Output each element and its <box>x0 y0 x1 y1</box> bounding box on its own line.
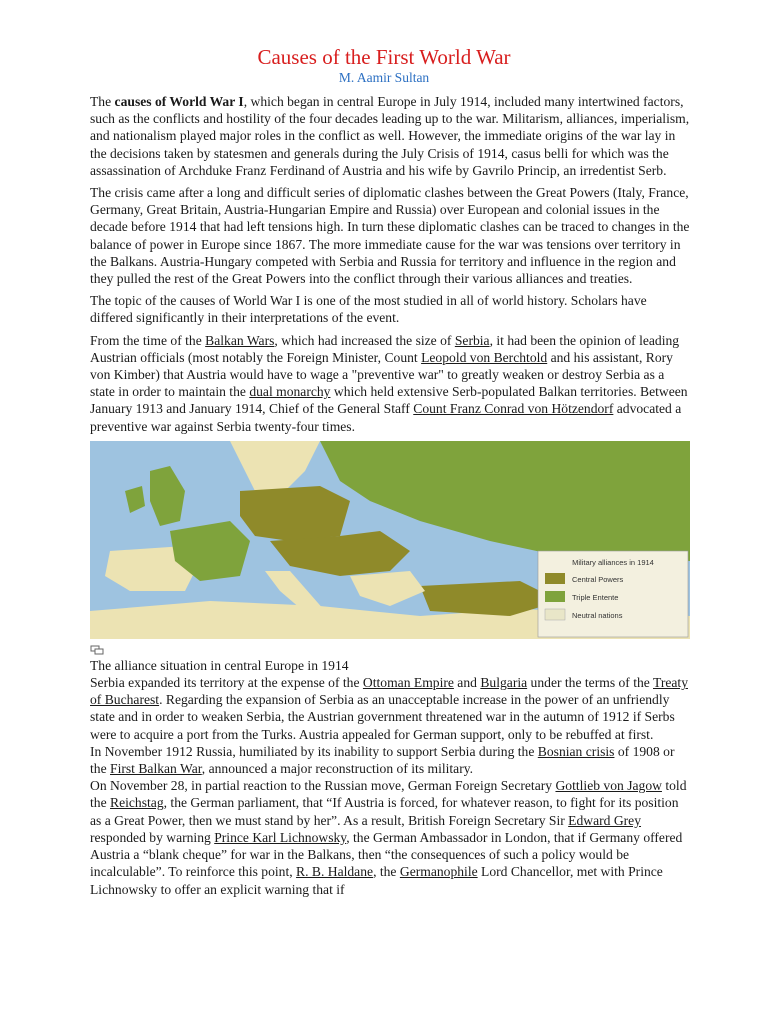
link-edward-grey[interactable]: Edward Grey <box>568 812 642 828</box>
document-body <box>90 93 690 898</box>
link-conrad-von-hotzendorf[interactable]: Count Franz Conrad von Hötzendorf <box>413 401 614 417</box>
text-run: , which had increased the size of <box>274 332 455 348</box>
text-run: and <box>453 675 481 691</box>
bold-term: causes of World War I <box>114 94 244 109</box>
link-rb-haldane[interactable]: R. B. Haldane <box>296 864 374 880</box>
text-run: of 1908 or the <box>90 743 675 777</box>
link-gottlieb-von-jagow[interactable]: Gottlieb von Jagow <box>555 778 662 794</box>
legend-label-central: Central Powers <box>572 574 624 584</box>
image-anchor <box>90 639 690 657</box>
text-run: , the <box>373 864 400 880</box>
link-serbia[interactable]: Serbia <box>454 332 490 348</box>
legend-swatch-entente <box>545 591 565 602</box>
map-legend <box>538 551 688 637</box>
paragraph-november-28 <box>90 777 690 897</box>
paragraph-balkan-wars <box>90 332 690 435</box>
link-bulgaria[interactable]: Bulgaria <box>480 675 528 691</box>
text-run: told the <box>90 778 687 811</box>
map-caption: The alliance situation in central Europe in 1914 <box>90 657 349 673</box>
link-reichstag[interactable]: Reichstag <box>110 795 164 811</box>
text-run: On November 28, in partial reaction to the Russian move, German Foreign Secretary <box>90 778 556 794</box>
legend-label-entente: Triple Entente <box>572 592 619 602</box>
legend-swatch-neutral <box>545 609 565 620</box>
image-anchor-icon[interactable] <box>90 645 104 655</box>
link-first-balkan-war[interactable]: First Balkan War <box>110 761 202 777</box>
text-run: under the terms of the <box>527 675 653 691</box>
legend-label-neutral: Neutral nations <box>572 610 623 620</box>
text-run: The <box>90 94 115 109</box>
paragraph-topic: The topic of the causes of World War I is one of the most studied in all of world history. Scholars have differed significantly in their interpretations of the event. <box>90 293 647 326</box>
text-run: In November 1912 Russia, humiliated by its inability to support Serbia during the <box>90 743 538 759</box>
link-prince-karl-lichnowsky[interactable]: Prince Karl Lichnowsky <box>214 829 347 845</box>
map-legend-title: Military alliances in 1914 <box>572 557 654 567</box>
text-run: Serbia expanded its territory at the expense of the <box>90 675 363 691</box>
text-run: responded by warning <box>90 829 215 845</box>
text-run: . Regarding the expansion of Serbia as an unacceptable increase in the power of an unfriendly state and in order to weaken Serbia, the Austrian government threatened war in the autumn of 1912 if Serbs were to acquire a port from the Turks. Austria appealed for German support, only to be rebuffed at first. <box>90 692 675 742</box>
text-run: which held extensive Serb-populated Balkan territories. Between January 1913 and January 1914, Chief of the General Staff <box>90 384 688 417</box>
text-run: , announced a major reconstruction of its military. <box>201 761 474 777</box>
link-ottoman-empire[interactable]: Ottoman Empire <box>362 675 454 691</box>
map-central-germany <box>240 486 350 541</box>
paragraph-russia-1912 <box>90 743 690 777</box>
link-bosnian-crisis[interactable]: Bosnian crisis <box>537 743 615 759</box>
text-run: , it had been the opinion of leading Austrian officials (most notably the Foreign Minister, Count <box>90 332 680 365</box>
paragraph-treaty-bucharest <box>90 674 690 743</box>
text-run: , the German Ambassador in London, that if Germany offered Austria a “blank cheque” for war in the Balkans, then “the consequences of such a policy would be incalculable”. To reinforce this point, <box>90 829 683 880</box>
text-run: and his assistant, Rory von Kimber) that Austria would have to wage a "preventive war" to greatly weaken or destroy Serbia as a state in order to maintain the <box>90 349 673 400</box>
europe-alliances-map <box>90 441 690 639</box>
legend-swatch-central <box>545 573 565 584</box>
link-germanophile[interactable]: Germanophile <box>399 864 478 880</box>
paragraph-crisis: The crisis came after a long and difficult series of diplomatic clashes between the Great Powers (Italy, France, Germany, Great Britain, Austria-Hungarian Empire and Russia) over European and colonial issues in the decade before 1914 that had left tensions high. In turn these diplomatic clashes can be traced to changes in the balance of power in Europe since 1867. The more immediate cause for the war was tensions over territory in the Balkans. Austria-Hungary competed with Serbia and Russia for territory and influence in the region and they pulled the rest of the Great Powers into the conflict through their various alliances and treaties. <box>90 185 690 287</box>
paragraph-intro <box>90 93 690 179</box>
text-run: From the time of the <box>90 332 206 348</box>
link-leopold-von-berchtold[interactable]: Leopold von Berchtold <box>421 349 548 365</box>
text-run: , the German parliament, that “If Austria is forced, for whatever reason, to fight for its position as a Great Power, then we must stand by her”. As a result, British Foreign Secretary Sir <box>90 795 679 828</box>
text-run: advocated a preventive war against Serbia twenty-four times. <box>90 401 682 434</box>
link-treaty-of-bucharest[interactable]: Treaty of Bucharest <box>90 675 688 708</box>
document-title: Causes of the First World War <box>257 45 511 69</box>
link-balkan-wars[interactable]: Balkan Wars <box>205 332 275 348</box>
text-run: Lord Chancellor, met with Prince Lichnowsky to offer an explicit warning that if <box>90 864 663 897</box>
link-dual-monarchy[interactable]: dual monarchy <box>249 384 331 400</box>
text-run: , which began in central Europe in July 1914, included many intertwined factors, such as the conflicts and hostility of the four decades leading up to the war. Militarism, alliances, imperialism, and nationalism played major roles in the conflict as well. However, the immediate origins of the war lay in the decisions taken by statesmen and generals during the July Crisis of 1914, casus belli for which was the assassination of Archduke Franz Ferdinand of Austria and his wife by Gavrilo Princip, an irredentist Serb. <box>90 94 690 178</box>
document-author: M. Aamir Sultan <box>338 70 430 85</box>
